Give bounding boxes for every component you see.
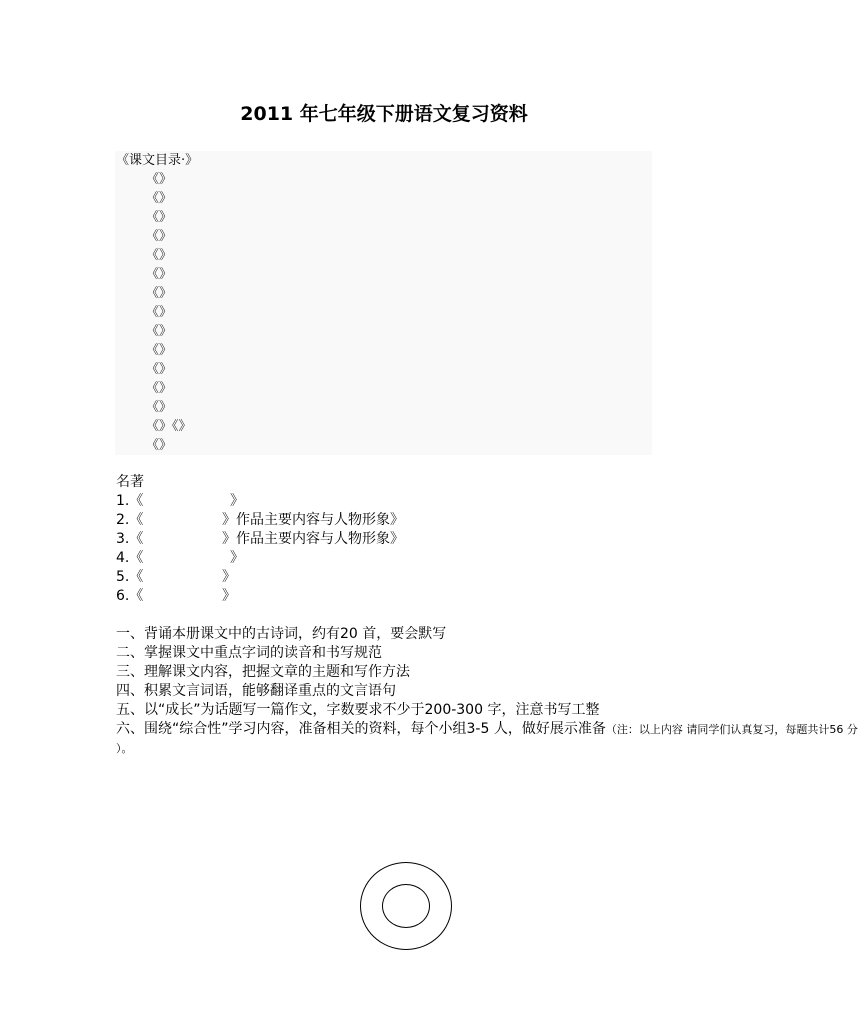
toc-item: 《》	[146, 267, 173, 282]
numbered-item-label: 2.《	[116, 512, 144, 528]
note-text: 二、掌握课文中重点字词的读音和书写规范	[116, 645, 382, 661]
note-line	[116, 701, 599, 720]
toc-item: 《》	[146, 400, 173, 415]
section-title: 名著	[116, 474, 144, 490]
numbered-item-label: 4.《	[116, 550, 144, 566]
toc-item: 《》	[146, 362, 173, 377]
numbered-item-text: 》	[230, 493, 244, 509]
toc-item: 《》	[146, 438, 173, 453]
toc-heading: 《课文目录·》	[116, 153, 199, 168]
numbered-item-text: 》	[222, 569, 236, 585]
numbered-item-label: 3.《	[116, 531, 144, 547]
toc-item: 《》	[146, 191, 173, 206]
numbered-item-label: 5.《	[116, 569, 144, 585]
note-line	[116, 644, 382, 663]
note-text: 四、积累文言词语，能够翻译重点的文言语句	[116, 683, 396, 699]
note-line	[116, 663, 410, 682]
numbered-item-text: 》作品主要内容与人物形象》	[222, 512, 404, 528]
numbered-item-text: 》作品主要内容与人物形象》	[222, 531, 404, 547]
note-text: 一、背诵本册课文中的古诗词，约有20 首，要会默写	[116, 626, 447, 642]
note-tail-line: ）。	[116, 742, 133, 755]
toc-item: 《》	[146, 248, 173, 263]
toc-item: 《》	[146, 210, 173, 225]
toc-item: 《》	[146, 286, 173, 301]
note-text: 六、围绕“综合性”学习内容，准备相关的资料，每个小组3-5 人，做好展示准备	[116, 721, 606, 737]
note-tail: （注：以上内容 请同学们认真复习，每题共计56 分	[605, 723, 858, 736]
note-line	[116, 720, 858, 739]
toc-item: 《》《》	[146, 419, 192, 434]
toc-item: 《》	[146, 381, 173, 396]
note-text: 三、理解课文内容，把握文章的主题和写作方法	[116, 664, 410, 680]
note-line	[116, 682, 396, 701]
numbered-item-label: 1.《	[116, 493, 144, 509]
document-title: 2011 年七年级下册语文复习资料	[240, 103, 528, 125]
toc-item: 《》	[146, 305, 173, 320]
numbered-item-label: 6.《	[116, 588, 144, 604]
toc-item: 《》	[146, 172, 173, 187]
toc-item: 《》	[146, 324, 173, 339]
seal-stamp-inner	[382, 884, 430, 928]
numbered-item-text: 》	[230, 550, 244, 566]
toc-item: 《》	[146, 229, 173, 244]
numbered-item-text: 》	[222, 588, 236, 604]
toc-box	[115, 151, 652, 455]
note-line	[116, 625, 446, 644]
toc-item: 《》	[146, 343, 173, 358]
note-text: 五、以“成长”为话题写一篇作文，字数要求不少于200-300 字，注意书写工整	[116, 702, 600, 718]
